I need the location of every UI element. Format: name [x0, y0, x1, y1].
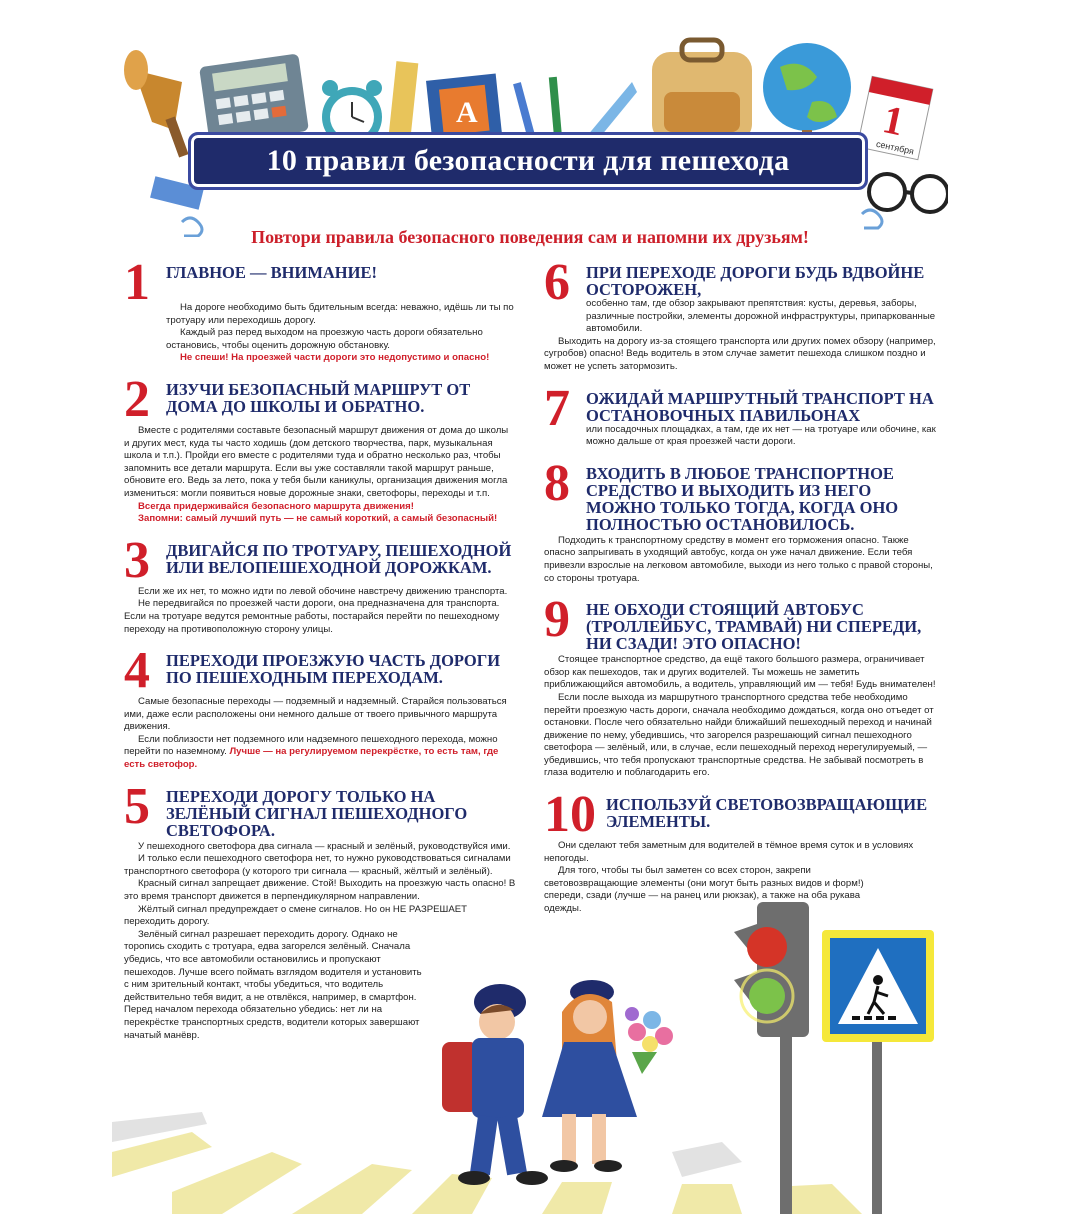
pedestrian-crossing-sign-icon	[822, 930, 934, 1214]
rule-title: ПЕРЕХОДИ ДОРОГУ ТОЛЬКО НА ЗЕЛЁНЫЙ СИГНАЛ ПЕШЕХОДНОГО СВЕТОФОРА.	[166, 786, 468, 840]
globe-icon	[763, 43, 851, 144]
header-decoration	[112, 22, 948, 237]
rule-title: НЕ ОБХОДИ СТОЯЩИЙ АВТОБУС (ТРОЛЛЕЙБУС, ТРАМВАЙ) НИ СПЕРЕДИ, НИ СЗАДИ! ЭТО ОПАСНО!	[586, 600, 922, 654]
rule-highlight: Не спеши! На проезжей части дороги это недопустимо и опасно!	[180, 352, 490, 364]
rule-number: 1	[124, 254, 150, 311]
rule-8	[544, 454, 936, 585]
rule-1	[124, 254, 516, 365]
rule-7	[544, 379, 936, 449]
bell-icon	[124, 50, 189, 158]
rule-4	[124, 642, 516, 772]
right-column	[544, 254, 936, 928]
glasses-icon	[869, 174, 948, 212]
rule-body: Стоящее транспортное средство, да ещё такого большого размера, ограничивает обзор как пешеходов, так и других водителей. Ты можешь не заметить приближающийся автомобиль, а водитель, управляющий им — тебя! Будь внимателен! Если после выхода из маршрутного транспортного средства тебе необходимо перейти проезжую часть дороги, сначала необходимо дождаться, когда оно отъедет от остановки. После чего обязательно найди ближайший пешеходный переход и начинай движение по нему, убедившись, что загорелся разрешающий сигнал пешеходного светофора — зелёный, или, в случае, если пешеходный переход нерегулируемый, — убедившись, что тебя пропускают транспортные средства. Не забывай посмотреть в глаза водителю и поблагодарить его.	[544, 654, 936, 779]
rule-title: ПРИ ПЕРЕХОДЕ ДОРОГИ БУДЬ ВДВОЙНЕ ОСТОРОЖЕН,	[586, 263, 925, 299]
rule-title-tail: или посадочных площадках, а там, где их нет — на тротуаре или обочине, как можно дальше от края проезжей части дороги.	[586, 423, 936, 448]
rule-body: На дороге необходимо быть бдительным всегда: неважно, идёшь ли ты по тротуару или переходишь дорогу. Каждый раз перед выходом на проезжую часть дороги обязательно остановись, чтобы оценить дорожную обстановку. Не спеши! На проезжей части дороги это недопустимо и опасно!	[166, 302, 516, 365]
rule-body: Подходить к транспортному средству в момент его торможения опасно. Также опасно запрыгивать в уходящий автобус, когда он уже начал движение. Если тебя привезли взрослые на легковом автомобиле, выходи из него только с правой стороны, со стороны тротуара.	[544, 534, 933, 584]
poster	[112, 22, 948, 1214]
rule-body: Самые безопасные переходы — подземный и надземный. Старайся пользоваться ими, даже если расположены они немного дальше от твоего привычного маршрута движения. Если поблизости нет подземного или надземного пешеходного перехода, можно перейти по наземному. Лучше — на регулируемом перекрёстке, то есть там, где есть светофор.	[124, 696, 507, 771]
rule-highlight: Всегда придерживайся безопасного маршрута движения!	[138, 500, 414, 512]
flower-bouquet-icon	[625, 1007, 673, 1074]
title-banner	[188, 132, 868, 190]
backpack-icon	[652, 40, 752, 142]
rule-title: ИСПОЛЬЗУЙ СВЕТОВОЗВРАЩАЮЩИЕ ЭЛЕМЕНТЫ.	[606, 795, 928, 832]
subtitle: Повтори правила безопасного поведения сам и напомни их друзьям!	[251, 227, 809, 247]
children-illustration	[442, 980, 673, 1185]
page-title: 10 правил безопасности для пешехода	[266, 144, 790, 177]
rule-body: У пешеходного светофора два сигнала — красный и зелёный, руководствуйся ими. И только если пешеходного светофора нет, то нужно руководствоваться сигналами транспортного светофора (у которого три сигнала — красный, жёлтый и зелёный). Красный сигнал запрещает движение. Стой! Выходить на проезжую часть опасно! В это время транспорт движется в перпендикулярном направлении. Жёлтый сигнал предупреждает о смене сигналов. Но он НЕ РАЗРЕШАЕТ переходить дорогу. Зелёный сигнал разрешает переходить дорогу. Однако не торопись сходить с тротуара, едва загорелся зелёный. Сначала убедись, что все автомобили остановились и пропускают пешеходов. Лучше всего поймать взглядом водителя и установить с ним зрительный контакт, чтобы убедиться, что водитель действительно тебя видит, а не отвлёкся, например, в смартфон. Перед началом перехода обязательно убедись: нет ли на перекрёстке транспортных средств, водители которых завершают начатый манёвр.	[124, 840, 516, 1041]
svg-text:A: A	[456, 96, 478, 129]
rule-highlight: Лучше — на регулируемом перекрёстке, то есть там, где есть светофор.	[124, 746, 499, 771]
rule-title: ОЖИДАЙ МАРШРУТНЫЙ ТРАНСПОРТ НА ОСТАНОВОЧНЫХ ПАВИЛЬОНАХ	[586, 388, 934, 425]
rule-number: 4	[124, 642, 150, 700]
rule-6	[544, 254, 936, 374]
rule-title: ДВИГАЙСЯ ПО ТРОТУАРУ, ПЕШЕХОДНОЙ ИЛИ ВЕЛОПЕШЕХОДНОЙ ДОРОЖКАМ.	[166, 540, 512, 577]
rule-10	[544, 786, 936, 916]
rule-number: 9	[544, 591, 570, 649]
rule-3	[124, 531, 516, 636]
street-illustration	[112, 902, 948, 1214]
rule-title: ГЛАВНОЕ — ВНИМАНИЕ!	[166, 263, 377, 282]
rule-title: ПЕРЕХОДИ ПРОЕЗЖУЮ ЧАСТЬ ДОРОГИ ПО ПЕШЕХОДНЫМ ПЕРЕХОДАМ.	[166, 651, 501, 688]
rule-number: 3	[124, 531, 150, 589]
rule-number: 7	[544, 379, 570, 437]
rule-number: 10	[544, 786, 596, 844]
rule-body: Они сделают тебя заметным для водителей в тёмное время суток и в условиях непогоды. Для того, чтобы ты был заметен со всех сторон, закрепи световозвращающие элементы (они могут быть разных видов и форм!) спереди, сзади (лучше — на ранец или рюкзак), а также на оба рукава одежды.	[544, 840, 914, 915]
rule-number: 8	[544, 454, 570, 512]
calendar-icon	[857, 76, 933, 159]
rule-number: 5	[124, 777, 150, 835]
calculator-icon	[199, 53, 309, 144]
rule-title-tail: особенно там, где обзор закрывают препятствия: кусты, деревья, заборы, различные постройки, элементы дорожной инфраструктуры, припаркованные автомобили.	[586, 298, 936, 335]
traffic-light-icon	[734, 902, 809, 1214]
rule-9	[544, 591, 936, 780]
rule-body: Выходить на дорогу из-за стоящего транспорта или других помех обзору (например, сугробов) опасно! Ведь водитель в этом случае заметит пешехода слишком поздно и может не успеть затормозить.	[544, 335, 936, 372]
rule-title: ИЗУЧИ БЕЗОПАСНЫЙ МАРШРУТ ОТ ДОМА ДО ШКОЛЫ И ОБРАТНО.	[166, 379, 471, 416]
rule-title: ВХОДИТЬ В ЛЮБОЕ ТРАНСПОРТНОЕ СРЕДСТВО И ВЫХОДИТЬ ИЗ НЕГО МОЖНО ТОЛЬКО ТОГДА, КОГДА ОНО ПОЛНОСТЬЮ ОСТАНОВИЛОСЬ.	[586, 463, 899, 534]
svg-text:сентября: сентября	[875, 138, 915, 157]
rule-body: Вместе с родителями составьте безопасный маршрут движения от дома до школы и других мест, куда ты часто ходишь (дом детского творчества, парк, музыкальная школа и т.п.). Пройди его вместе с родителями туда и обратно несколько раз, чтобы запомнить все детали маршрута. Если вы уже составляли такой маршрут раньше, обновите его. Ведь за лето, пока у тебя были каникулы, организация движения могла измениться: могли появиться новые дорожные знаки, светофоры, переходы и т.п. Всегда придерживайся безопасного маршрута движения! Запомни: самый лучший путь — не самый короткий, а самый безопасный!	[124, 425, 516, 526]
rule-number: 2	[124, 370, 150, 428]
rule-highlight: Запомни: самый лучший путь — не самый короткий, а самый безопасный!	[138, 513, 498, 525]
rule-body: Если же их нет, то можно идти по левой обочине навстречу движению транспорта. Не передвигайся по проезжей части дороги, она предназначена для транспорта. Если на тротуаре ведутся ремонтные работы, постарайся перейти по пешеходному переходу на противоположную сторону улицы.	[124, 585, 508, 635]
rule-number: 6	[544, 254, 570, 311]
svg-text:1: 1	[879, 96, 908, 145]
rule-2	[124, 370, 516, 526]
